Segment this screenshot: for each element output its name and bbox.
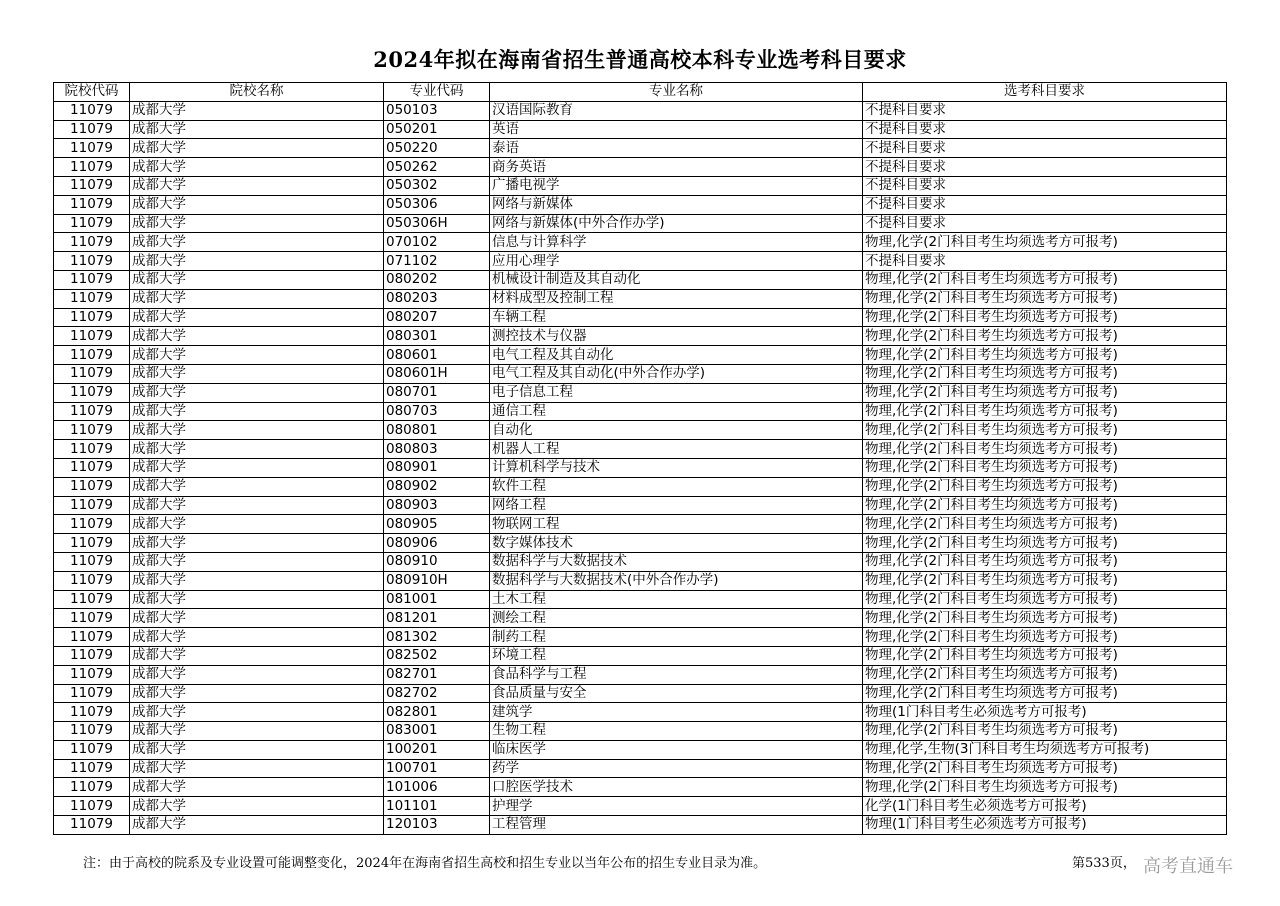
cell-major-name: 应用心理学 [490, 252, 863, 271]
cell-major-code: 081001 [384, 590, 490, 609]
table-row [54, 158, 1227, 177]
cell-school-code: 11079 [54, 214, 130, 233]
table-row [54, 252, 1227, 271]
table-row [54, 740, 1227, 759]
cell-major-name: 信息与计算科学 [490, 233, 863, 252]
table-row [54, 571, 1227, 590]
cell-subject-requirement: 物理,化学(2门科目考生均须选考方可报考) [863, 515, 1227, 534]
cell-school-code: 11079 [54, 496, 130, 515]
table-row [54, 120, 1227, 139]
header-subject-requirement: 选考科目要求 [863, 83, 1227, 102]
header-school-name: 院校名称 [130, 83, 384, 102]
cell-major-name: 汉语国际教育 [490, 101, 863, 120]
cell-school-name: 成都大学 [130, 440, 384, 459]
cell-major-code: 050302 [384, 176, 490, 195]
cell-major-code: 100201 [384, 740, 490, 759]
cell-school-code: 11079 [54, 684, 130, 703]
cell-school-name: 成都大学 [130, 496, 384, 515]
cell-school-name: 成都大学 [130, 552, 384, 571]
cell-major-name: 广播电视学 [490, 176, 863, 195]
cell-major-code: 080202 [384, 270, 490, 289]
cell-subject-requirement: 物理,化学(2门科目考生均须选考方可报考) [863, 233, 1227, 252]
cell-subject-requirement: 物理,化学(2门科目考生均须选考方可报考) [863, 383, 1227, 402]
cell-school-code: 11079 [54, 646, 130, 665]
cell-school-name: 成都大学 [130, 158, 384, 177]
cell-school-name: 成都大学 [130, 740, 384, 759]
cell-school-code: 11079 [54, 703, 130, 722]
cell-major-code: 080803 [384, 440, 490, 459]
cell-major-name: 测绘工程 [490, 609, 863, 628]
cell-subject-requirement: 物理,化学(2门科目考生均须选考方可报考) [863, 722, 1227, 741]
cell-subject-requirement: 物理(1门科目考生必须选考方可报考) [863, 816, 1227, 835]
table-row [54, 346, 1227, 365]
cell-subject-requirement: 物理,化学(2门科目考生均须选考方可报考) [863, 402, 1227, 421]
cell-subject-requirement: 不提科目要求 [863, 176, 1227, 195]
cell-school-name: 成都大学 [130, 609, 384, 628]
cell-major-name: 土木工程 [490, 590, 863, 609]
cell-subject-requirement: 物理,化学(2门科目考生均须选考方可报考) [863, 759, 1227, 778]
cell-school-code: 11079 [54, 477, 130, 496]
cell-school-name: 成都大学 [130, 421, 384, 440]
cell-major-name: 英语 [490, 120, 863, 139]
cell-school-name: 成都大学 [130, 139, 384, 158]
cell-subject-requirement: 物理,化学(2门科目考生均须选考方可报考) [863, 477, 1227, 496]
cell-school-name: 成都大学 [130, 778, 384, 797]
table-row [54, 101, 1227, 120]
cell-major-name: 网络与新媒体(中外合作办学) [490, 214, 863, 233]
cell-school-code: 11079 [54, 458, 130, 477]
cell-major-code: 100701 [384, 759, 490, 778]
cell-school-name: 成都大学 [130, 590, 384, 609]
cell-school-code: 11079 [54, 740, 130, 759]
cell-school-name: 成都大学 [130, 816, 384, 835]
cell-major-name: 自动化 [490, 421, 863, 440]
cell-school-name: 成都大学 [130, 120, 384, 139]
cell-major-code: 080902 [384, 477, 490, 496]
cell-major-name: 车辆工程 [490, 308, 863, 327]
table-row [54, 176, 1227, 195]
cell-major-name: 护理学 [490, 797, 863, 816]
cell-major-code: 083001 [384, 722, 490, 741]
cell-major-name: 电子信息工程 [490, 383, 863, 402]
header-major-code: 专业代码 [384, 83, 490, 102]
table-row [54, 402, 1227, 421]
cell-major-code: 080703 [384, 402, 490, 421]
table-row [54, 195, 1227, 214]
cell-major-name: 电气工程及其自动化 [490, 346, 863, 365]
cell-school-code: 11079 [54, 552, 130, 571]
table-row [54, 552, 1227, 571]
cell-school-code: 11079 [54, 609, 130, 628]
cell-major-name: 通信工程 [490, 402, 863, 421]
table-row [54, 722, 1227, 741]
cell-major-code: 080601 [384, 346, 490, 365]
cell-subject-requirement: 物理(1门科目考生必须选考方可报考) [863, 703, 1227, 722]
cell-subject-requirement: 物理,化学,生物(3门科目考生均须选考方可报考) [863, 740, 1227, 759]
cell-school-code: 11079 [54, 139, 130, 158]
cell-school-name: 成都大学 [130, 252, 384, 271]
cell-subject-requirement: 不提科目要求 [863, 214, 1227, 233]
table-row [54, 534, 1227, 553]
table-row [54, 797, 1227, 816]
cell-school-code: 11079 [54, 722, 130, 741]
cell-major-code: 081302 [384, 628, 490, 647]
cell-major-code: 080905 [384, 515, 490, 534]
cell-major-name: 制药工程 [490, 628, 863, 647]
cell-school-name: 成都大学 [130, 327, 384, 346]
cell-major-code: 050262 [384, 158, 490, 177]
cell-major-code: 081201 [384, 609, 490, 628]
cell-school-name: 成都大学 [130, 477, 384, 496]
table-row [54, 289, 1227, 308]
cell-subject-requirement: 不提科目要求 [863, 139, 1227, 158]
cell-major-code: 082702 [384, 684, 490, 703]
cell-school-name: 成都大学 [130, 458, 384, 477]
header-major-name: 专业名称 [490, 83, 863, 102]
table-row [54, 477, 1227, 496]
cell-major-name: 食品质量与安全 [490, 684, 863, 703]
cell-major-name: 生物工程 [490, 722, 863, 741]
cell-school-code: 11079 [54, 346, 130, 365]
table-row [54, 383, 1227, 402]
cell-school-code: 11079 [54, 176, 130, 195]
cell-major-code: 120103 [384, 816, 490, 835]
cell-major-code: 082701 [384, 665, 490, 684]
document-title: 2024年拟在海南省招生普通高校本科专业选考科目要求 [373, 47, 907, 72]
table-row [54, 233, 1227, 252]
cell-major-name: 电气工程及其自动化(中外合作办学) [490, 364, 863, 383]
cell-school-name: 成都大学 [130, 759, 384, 778]
cell-school-name: 成都大学 [130, 515, 384, 534]
cell-major-code: 082502 [384, 646, 490, 665]
cell-major-code: 080203 [384, 289, 490, 308]
cell-major-name: 数据科学与大数据技术 [490, 552, 863, 571]
cell-school-name: 成都大学 [130, 646, 384, 665]
table-body [54, 101, 1227, 834]
cell-subject-requirement: 物理,化学(2门科目考生均须选考方可报考) [863, 571, 1227, 590]
cell-school-name: 成都大学 [130, 703, 384, 722]
cell-major-name: 药学 [490, 759, 863, 778]
cell-subject-requirement: 物理,化学(2门科目考生均须选考方可报考) [863, 289, 1227, 308]
cell-school-code: 11079 [54, 402, 130, 421]
table-row [54, 421, 1227, 440]
cell-subject-requirement: 物理,化学(2门科目考生均须选考方可报考) [863, 778, 1227, 797]
cell-subject-requirement: 物理,化学(2门科目考生均须选考方可报考) [863, 628, 1227, 647]
header-school-code: 院校代码 [54, 83, 130, 102]
watermark: 高考直通车 [1143, 856, 1233, 877]
cell-school-name: 成都大学 [130, 176, 384, 195]
cell-school-name: 成都大学 [130, 402, 384, 421]
cell-school-code: 11079 [54, 383, 130, 402]
cell-major-name: 机械设计制造及其自动化 [490, 270, 863, 289]
cell-major-code: 080801 [384, 421, 490, 440]
cell-major-code: 080901 [384, 458, 490, 477]
table-row [54, 590, 1227, 609]
cell-school-code: 11079 [54, 590, 130, 609]
cell-major-code: 080906 [384, 534, 490, 553]
cell-major-name: 材料成型及控制工程 [490, 289, 863, 308]
cell-subject-requirement: 物理,化学(2门科目考生均须选考方可报考) [863, 665, 1227, 684]
cell-major-code: 080701 [384, 383, 490, 402]
cell-school-name: 成都大学 [130, 571, 384, 590]
cell-major-name: 计算机科学与技术 [490, 458, 863, 477]
cell-major-name: 机器人工程 [490, 440, 863, 459]
cell-major-name: 环境工程 [490, 646, 863, 665]
cell-major-name: 口腔医学技术 [490, 778, 863, 797]
cell-school-name: 成都大学 [130, 270, 384, 289]
cell-subject-requirement: 不提科目要求 [863, 101, 1227, 120]
cell-school-code: 11079 [54, 270, 130, 289]
cell-subject-requirement: 物理,化学(2门科目考生均须选考方可报考) [863, 552, 1227, 571]
cell-subject-requirement: 物理,化学(2门科目考生均须选考方可报考) [863, 308, 1227, 327]
cell-school-name: 成都大学 [130, 383, 384, 402]
table-row [54, 515, 1227, 534]
cell-subject-requirement: 不提科目要求 [863, 158, 1227, 177]
cell-major-name: 临床医学 [490, 740, 863, 759]
cell-school-code: 11079 [54, 571, 130, 590]
table-row [54, 458, 1227, 477]
table-row [54, 496, 1227, 515]
footer-note: 注：由于高校的院系及专业设置可能调整变化，2024年在海南省招生高校和招生专业以当年公布的招生专业目录为准。 [83, 856, 767, 871]
cell-school-name: 成都大学 [130, 308, 384, 327]
cell-school-code: 11079 [54, 421, 130, 440]
cell-major-code: 080301 [384, 327, 490, 346]
cell-major-code: 070102 [384, 233, 490, 252]
table-row [54, 270, 1227, 289]
cell-major-code: 080910 [384, 552, 490, 571]
cell-major-code: 050220 [384, 139, 490, 158]
cell-school-code: 11079 [54, 364, 130, 383]
table-row [54, 778, 1227, 797]
cell-school-name: 成都大学 [130, 628, 384, 647]
cell-school-code: 11079 [54, 534, 130, 553]
cell-school-code: 11079 [54, 158, 130, 177]
cell-major-code: 050306H [384, 214, 490, 233]
cell-school-code: 11079 [54, 515, 130, 534]
cell-school-code: 11079 [54, 120, 130, 139]
cell-school-code: 11079 [54, 195, 130, 214]
cell-school-name: 成都大学 [130, 722, 384, 741]
table-row [54, 816, 1227, 835]
table-row [54, 364, 1227, 383]
cell-subject-requirement: 物理,化学(2门科目考生均须选考方可报考) [863, 421, 1227, 440]
cell-school-name: 成都大学 [130, 684, 384, 703]
cell-school-name: 成都大学 [130, 534, 384, 553]
cell-subject-requirement: 化学(1门科目考生必须选考方可报考) [863, 797, 1227, 816]
table-row [54, 684, 1227, 703]
cell-subject-requirement: 物理,化学(2门科目考生均须选考方可报考) [863, 609, 1227, 628]
cell-major-name: 测控技术与仪器 [490, 327, 863, 346]
cell-major-code: 050306 [384, 195, 490, 214]
cell-subject-requirement: 不提科目要求 [863, 120, 1227, 139]
cell-major-name: 建筑学 [490, 703, 863, 722]
cell-school-code: 11079 [54, 101, 130, 120]
cell-subject-requirement: 物理,化学(2门科目考生均须选考方可报考) [863, 646, 1227, 665]
cell-major-code: 080910H [384, 571, 490, 590]
table-row [54, 628, 1227, 647]
cell-school-code: 11079 [54, 628, 130, 647]
cell-subject-requirement: 不提科目要求 [863, 252, 1227, 271]
cell-major-name: 泰语 [490, 139, 863, 158]
cell-major-name: 工程管理 [490, 816, 863, 835]
cell-school-name: 成都大学 [130, 233, 384, 252]
cell-major-name: 网络与新媒体 [490, 195, 863, 214]
cell-subject-requirement: 物理,化学(2门科目考生均须选考方可报考) [863, 270, 1227, 289]
cell-subject-requirement: 物理,化学(2门科目考生均须选考方可报考) [863, 590, 1227, 609]
cell-subject-requirement: 物理,化学(2门科目考生均须选考方可报考) [863, 458, 1227, 477]
table-row [54, 665, 1227, 684]
cell-major-code: 080903 [384, 496, 490, 515]
cell-subject-requirement: 物理,化学(2门科目考生均须选考方可报考) [863, 440, 1227, 459]
cell-major-name: 数字媒体技术 [490, 534, 863, 553]
cell-school-code: 11079 [54, 233, 130, 252]
cell-major-name: 食品科学与工程 [490, 665, 863, 684]
cell-major-code: 050201 [384, 120, 490, 139]
cell-major-code: 080207 [384, 308, 490, 327]
cell-school-code: 11079 [54, 665, 130, 684]
cell-school-name: 成都大学 [130, 346, 384, 365]
requirements-table [53, 82, 1227, 835]
cell-major-code: 101006 [384, 778, 490, 797]
table-row [54, 214, 1227, 233]
cell-school-code: 11079 [54, 440, 130, 459]
cell-school-name: 成都大学 [130, 665, 384, 684]
cell-major-code: 101101 [384, 797, 490, 816]
cell-major-name: 物联网工程 [490, 515, 863, 534]
table-row [54, 308, 1227, 327]
cell-school-code: 11079 [54, 327, 130, 346]
cell-subject-requirement: 物理,化学(2门科目考生均须选考方可报考) [863, 684, 1227, 703]
table-row [54, 759, 1227, 778]
cell-school-code: 11079 [54, 778, 130, 797]
cell-school-name: 成都大学 [130, 289, 384, 308]
cell-subject-requirement: 物理,化学(2门科目考生均须选考方可报考) [863, 346, 1227, 365]
cell-major-code: 071102 [384, 252, 490, 271]
cell-subject-requirement: 物理,化学(2门科目考生均须选考方可报考) [863, 364, 1227, 383]
cell-school-name: 成都大学 [130, 797, 384, 816]
cell-major-name: 数据科学与大数据技术(中外合作办学) [490, 571, 863, 590]
cell-school-name: 成都大学 [130, 195, 384, 214]
cell-school-code: 11079 [54, 252, 130, 271]
cell-major-code: 050103 [384, 101, 490, 120]
cell-school-code: 11079 [54, 289, 130, 308]
table-row [54, 703, 1227, 722]
cell-major-name: 商务英语 [490, 158, 863, 177]
table-row [54, 327, 1227, 346]
cell-school-code: 11079 [54, 759, 130, 778]
cell-school-code: 11079 [54, 816, 130, 835]
cell-school-name: 成都大学 [130, 364, 384, 383]
cell-major-name: 软件工程 [490, 477, 863, 496]
cell-major-code: 082801 [384, 703, 490, 722]
table-row [54, 139, 1227, 158]
cell-subject-requirement: 物理,化学(2门科目考生均须选考方可报考) [863, 496, 1227, 515]
cell-subject-requirement: 物理,化学(2门科目考生均须选考方可报考) [863, 327, 1227, 346]
cell-school-name: 成都大学 [130, 101, 384, 120]
page-number: 第533页， [1072, 856, 1136, 871]
table-row [54, 646, 1227, 665]
cell-school-code: 11079 [54, 797, 130, 816]
table-row [54, 440, 1227, 459]
cell-school-code: 11079 [54, 308, 130, 327]
table-row [54, 609, 1227, 628]
cell-major-code: 080601H [384, 364, 490, 383]
cell-subject-requirement: 不提科目要求 [863, 195, 1227, 214]
cell-major-name: 网络工程 [490, 496, 863, 515]
cell-subject-requirement: 物理,化学(2门科目考生均须选考方可报考) [863, 534, 1227, 553]
table-header-row [54, 83, 1227, 102]
cell-school-name: 成都大学 [130, 214, 384, 233]
